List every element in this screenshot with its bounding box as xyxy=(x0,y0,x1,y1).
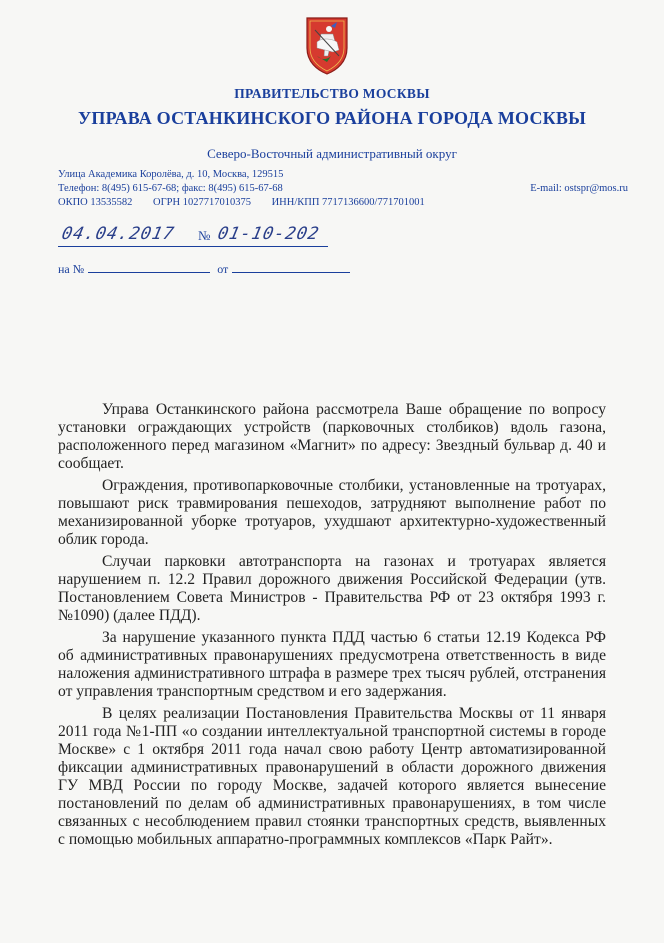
in-reply-label: на № xyxy=(58,262,85,276)
government-heading: ПРАВИТЕЛЬСТВО МОСКВЫ xyxy=(234,86,430,101)
phones: Телефон: 8(495) 615-67-68; факс: 8(495) 615-67-68 xyxy=(58,183,283,194)
contact-block xyxy=(58,168,628,210)
address-line xyxy=(58,168,628,182)
moscow-coat-of-arms-icon xyxy=(303,12,351,76)
reply-number-blank xyxy=(88,260,210,273)
body-paragraph: Ограждения, противопарковочные столбики, установленные на тротуарах, повышают риск травмирования пешеходов, затрудняют выполнение работ по механизированной уборке тротуаров, ухудшают архитектурно-художественный облик города. xyxy=(58,477,606,548)
outgoing-registration xyxy=(58,222,328,247)
address: Улица Академика Королёва, д. 10, Москва, 129515 xyxy=(58,169,284,180)
letter-body xyxy=(58,401,606,853)
body-paragraph: В целях реализации Постановления Правительства Москвы от 11 января 2011 года №1-ПП «о создании интеллектуальной транспортной системы в городе Москве» с 1 октября 2011 года начал свою работу Центр автоматизированной фиксации административных правонарушений в области дорожного движения ГУ МВД России по городу Москве, задачей которого является вынесение постановлений по делам об административных правонарушениях, в том числе связанных с несоблюдением правил стоянки транспортных средств, выявленных с помощью мобильных аппаратно-программных комплексов «Парк Райт». xyxy=(58,705,606,848)
phone-line xyxy=(58,182,628,196)
email[interactable]: E-mail: ostspr@mos.ru xyxy=(530,183,628,194)
reply-date-blank xyxy=(232,260,350,273)
district-name: Северо-Восточный административный округ xyxy=(207,146,457,161)
inn-code: ИНН/КПП 7717136600/771701001 xyxy=(271,197,425,208)
body-paragraph: Случаи парковки автотранспорта на газонах и тротуарах является нарушением п. 12.2 Правил дорожного движения Российской Федерации (утв. Постановлением Совета Министров - Правительства РФ от 23 октября 1993 г. №1090) (далее ПДД). xyxy=(58,553,606,624)
number-sign: № xyxy=(198,228,211,243)
reply-reference xyxy=(58,260,354,277)
okpo-code: ОКПО 13535582 xyxy=(58,197,133,208)
body-paragraph: Управа Останкинского района рассмотрела Ваше обращение по вопросу установки ограждающих устройств (парковочных столбиков) вдоль газона, расположенного перед магазином «Магнит» по адресу: Звездный бульвар д. 40 и сообщает. xyxy=(58,401,606,472)
organization-name: УПРАВА ОСТАНКИНСКОГО РАЙОНА ГОРОДА МОСКВЫ xyxy=(78,108,586,128)
handwritten-date: 04.04.2017 xyxy=(59,224,177,244)
registry-codes xyxy=(58,196,628,210)
from-label: от xyxy=(217,262,229,276)
handwritten-number: 01-10-202 xyxy=(215,224,322,244)
body-paragraph: За нарушение указанного пункта ПДД частью 6 статьи 12.19 Кодекса РФ об административных правонарушениях предусмотрена ответственность в виде наложения административного штрафа в размере трех тысяч рублей, отстранения от управления транспортным средством и его задержания. xyxy=(58,629,606,700)
ogrn-code: ОГРН 1027717010375 xyxy=(153,197,251,208)
